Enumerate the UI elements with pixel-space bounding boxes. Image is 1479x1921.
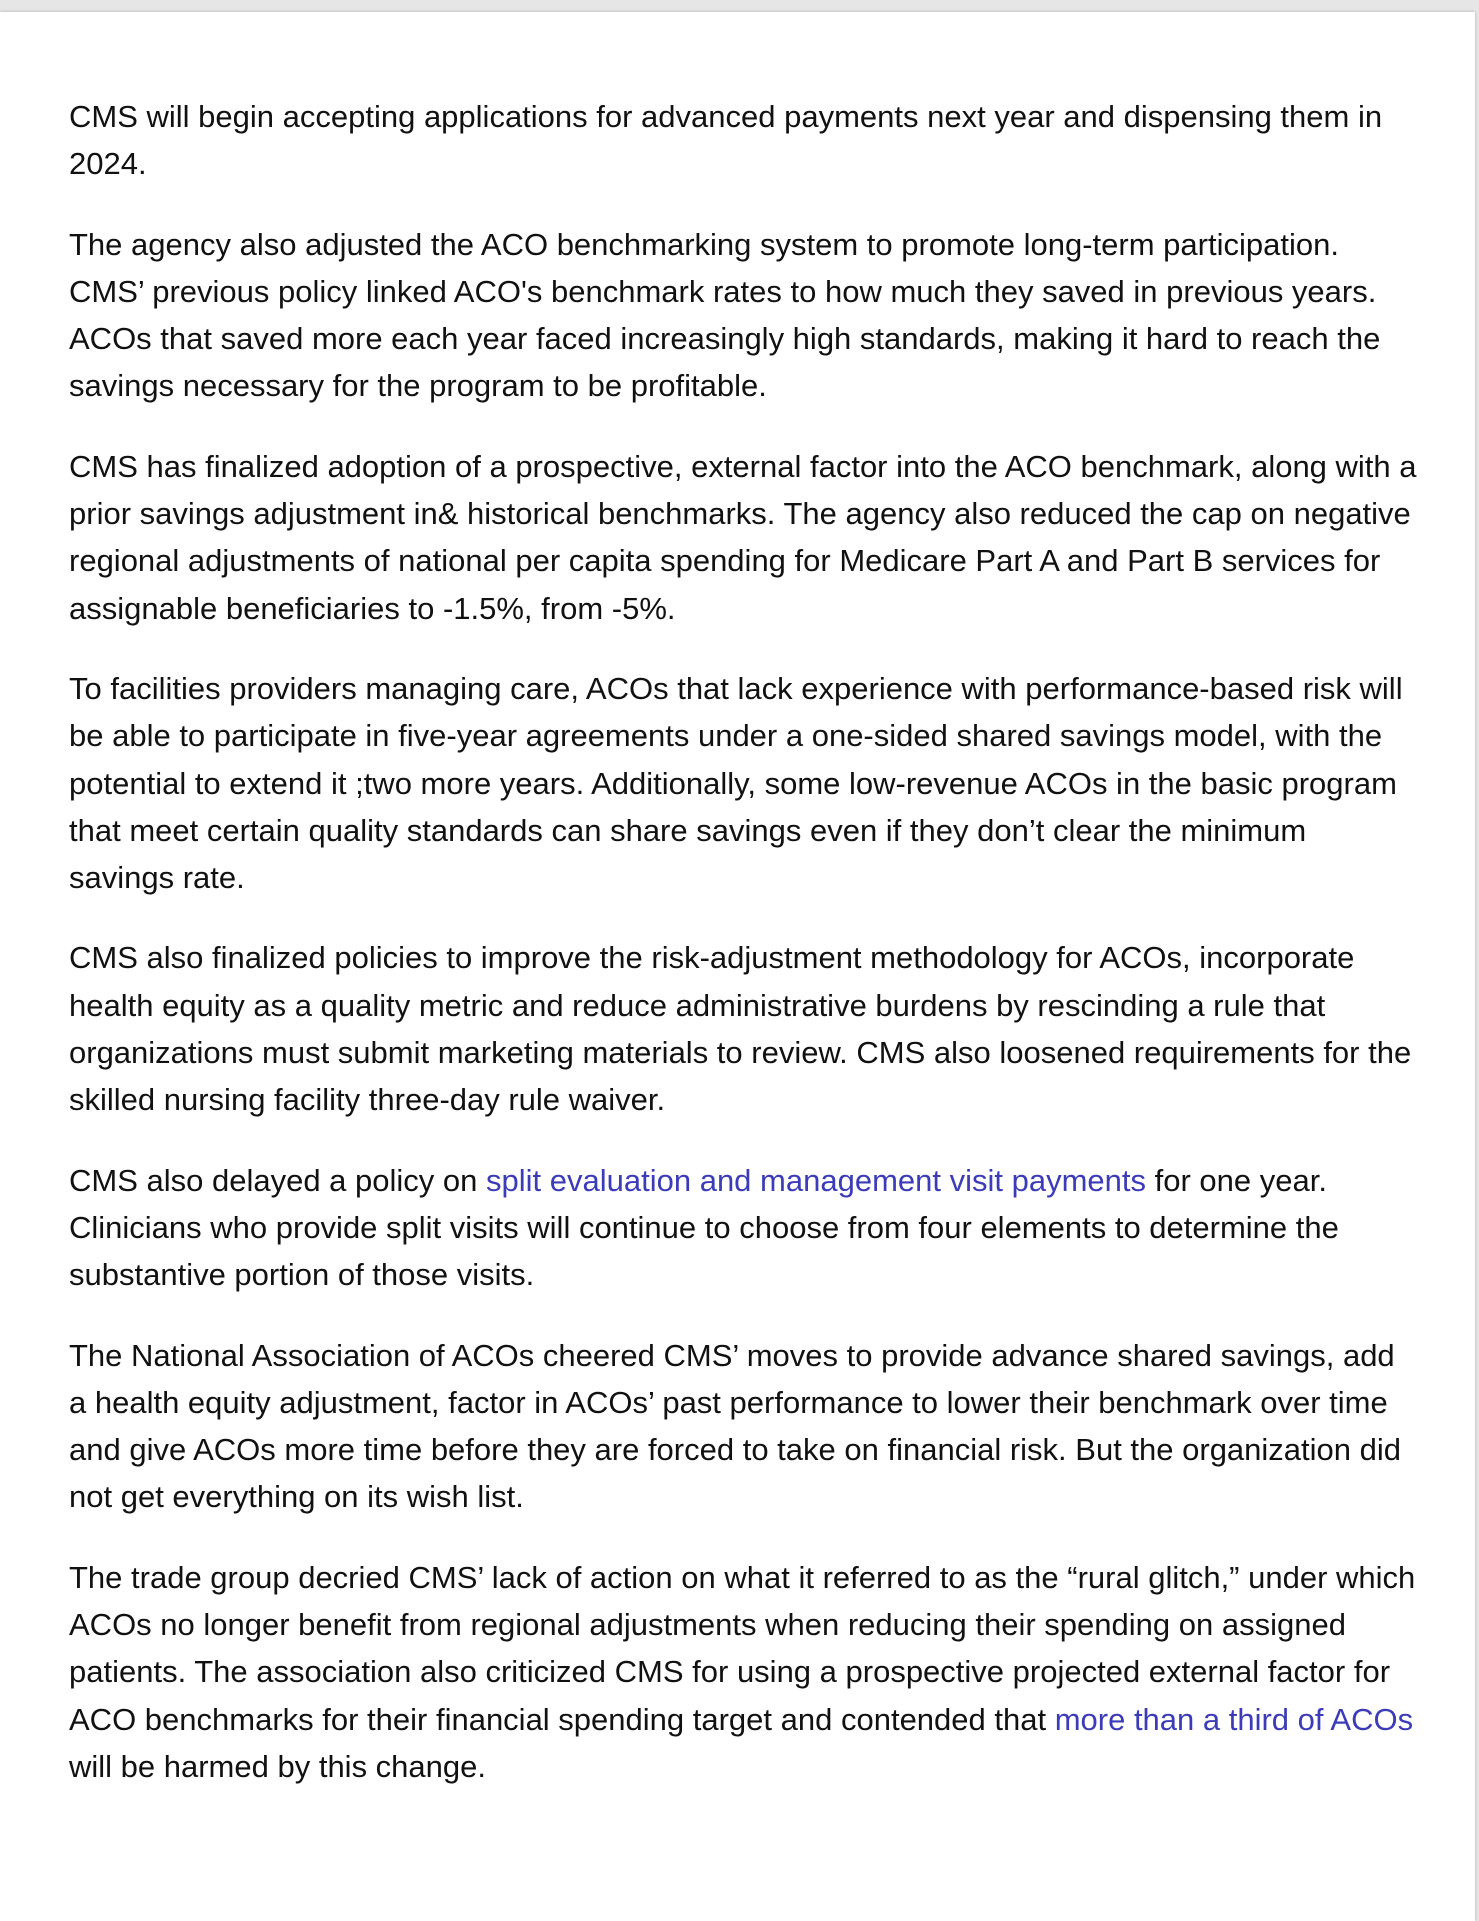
paragraph-five-year-agreements: To facilities providers managing care, ACOs that lack experience with performance-based risk will be able to participate in five-year agreements under a one-sided shared savings model, with the potential to extend it ;two more years. Additionally, some low-revenue ACOs in the basic program that meet certain quality standards can share savings even if they don’t clear the minimum savings rate. — [69, 670, 1403, 896]
paragraph-rural-glitch — [69, 1554, 1419, 1790]
paragraph-advanced-payments: CMS will begin accepting applications for advanced payments next year and dispensing them in 2024. — [69, 99, 1383, 182]
paragraph-naaco-reaction: The National Association of ACOs cheered CMS’ moves to provide advance shared savings, add a health equity adjustment, factor in ACOs’ past performance to lower their benchmark over time and give ACOs more time before they are forced to take on financial risk. But the organization did not get everything on its wish list. — [69, 1337, 1402, 1515]
paragraph-split-visits — [69, 1157, 1419, 1299]
paragraph-external-factor: CMS has finalized adoption of a prospective, external factor into the ACO benchmark, along with a prior savings adjustment in& historical benchmarks. The agency also reduced the cap on negative regional adjustments of national per capita spending for Medicare Part A and Part B services for assignable beneficiaries to -1.5%, from -5%. — [69, 448, 1417, 626]
document-page — [0, 12, 1475, 1921]
paragraph-split-visits-text-before: CMS also delayed a policy on — [69, 1162, 487, 1198]
third-of-acos-link[interactable]: more than a third of ACOs — [1054, 1701, 1414, 1737]
paragraph-rural-glitch-text-after: will be harmed by this change. — [69, 1748, 487, 1784]
article-body — [69, 93, 1419, 1823]
paragraph-split-visits-text-after: for one year. Clinicians who provide split visits will continue to choose from four elements to determine the substantive portion of those visits. — [69, 1162, 1339, 1293]
paragraph-risk-adjustment: CMS also finalized policies to improve the risk-adjustment methodology for ACOs, incorporate health equity as a quality metric and reduce administrative burdens by rescinding a rule that organizations must submit marketing materials to review. CMS also loosened requirements for the skilled nursing facility three-day rule waiver. — [69, 940, 1412, 1118]
paragraph-benchmarking: The agency also adjusted the ACO benchmarking system to promote long-term participation. CMS’ previous policy linked ACO's benchmark rates to how much they saved in previous years. ACOs that saved more each year faced increasingly high standards, making it hard to reach the savings necessary for the program to be profitable. — [69, 226, 1381, 404]
split-visit-payments-link[interactable]: split evaluation and management visit payments — [486, 1162, 1146, 1198]
paragraph-rural-glitch-text-before: The trade group decried CMS’ lack of action on what it referred to as the “rural glitch,” under which ACOs no longer benefit from regional adjustments when reducing their spending on assigned patients. The association also criticized CMS for using a prospective projected external factor for ACO benchmarks for their financial spending target and contended that — [69, 1559, 1416, 1737]
